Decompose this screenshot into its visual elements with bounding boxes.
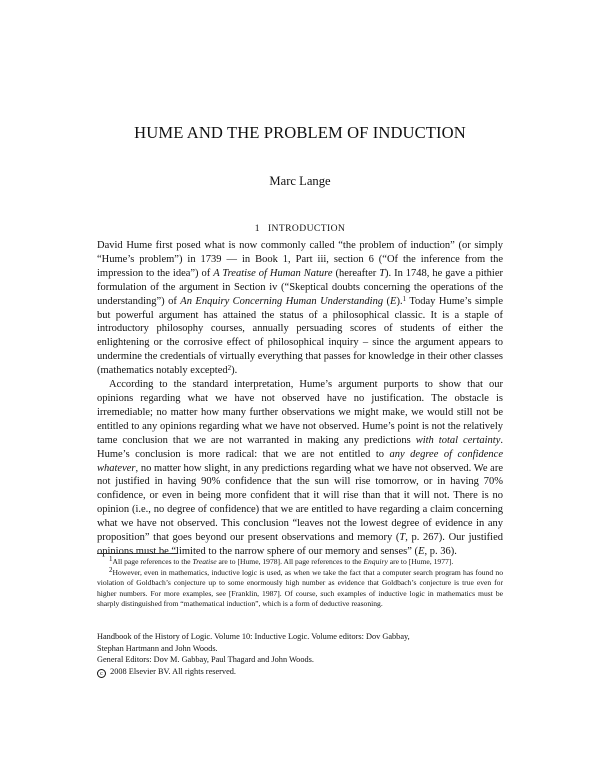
footer-line-1: Handbook of the History of Logic. Volume 10: Inductive Logic. Volume editors: Dov Gabbay, (97, 632, 410, 641)
paragraph-1: David Hume first posed what is now commonly called “the problem of induction” (or simply “Hume’s problem”) in 1739 — in Book 1, Part iii, section 6 (“Of the inference from the impression to the idea”) of A Treatise of Human Nature (hereafter T). In 1748, he gave a pithier formulation of the argument in Section iv (“Skeptical doubts concerning the operations of the understanding”) of An Enquiry Concerning Human Understanding (E).$^1$ Today Hume’s simple but powerful argument has attained the status of a philosophical classic. It is a staple of introductory philosophy courses, annually persuading scores of students of either the enlightening or the corrosive effect of philosophical inquiry – since the argument appears to undermine the credentials of virtually everything that passes for knowledge in their other classes (mathematics notably excepted$^2$). (97, 240, 503, 377)
section-heading (0, 223, 600, 234)
section-number: 1 (254, 223, 260, 234)
footnote-1: $^1$All page references to the Treatise are to [Hume, 1978]. All page references to the Enquiry are to [Hume, 1977]. (109, 555, 454, 566)
footnotes (97, 557, 503, 610)
publication-info (97, 631, 503, 678)
section-title: INTRODUCTION (267, 223, 346, 234)
footer-line-3: General Editors: Dov M. Gabbay, Paul Thagard and John Woods. (97, 655, 314, 665)
body-text (97, 239, 503, 559)
footer-line-2: Stephan Hartmann and John Woods. (97, 643, 218, 653)
footer-line-4: c 2008 Elsevier BV. All rights reserved. (97, 666, 503, 678)
footnote-ref-2: 2 (227, 364, 232, 373)
paragraph-2: According to the standard interpretation, Hume’s argument purports to show that our opinions regarding what we have not observed have no justification. The obstacle is irremediable; no matter how many further observations we might make, we would still not be entitled to any opinions regarding what we have not observed. Hume’s point is not the relatively tame conclusion that we are not warranted in making any predictions with total certainty. Hume’s conclusion is more radical: that we are not entitled to any degree of confidence whatever, no matter how slight, in any predictions regarding what we have not observed. We are not justified in having 90% confidence that the sun will rise tomorrow, or in having 70% confidence, or even in being more confident that it will rise than that it will not. There is no opinion (i.e., no degree of confidence) that we are entitled to have regarding a claim concerning what we have not observed. This conclusion “leaves not the lowest degree of evidence in any proposition” that goes beyond our present observations and memory (T, p. 267). Our justified opinions must be “limited to the narrow sphere of our memory and senses” (E, p. 36). (97, 379, 503, 557)
paper-title: HUME AND THE PROBLEM OF INDUCTION (134, 123, 466, 142)
footnote-rule (97, 553, 177, 554)
copyright-icon: c (97, 669, 106, 678)
footnote-2: $^2$However, even in mathematics, inductive logic is used, as when we take the fact that a computer search program has found no violation of Goldbach’s conjecture up to some enormously high number as evidence that Goldbach’s conjecture is true even for higher numbers. For more examples, see [Franklin, 1987]. Of course, such examples of inductive logic in mathematics must be sharply distinguished from “mathematical induction”, which is a form of deductive reasoning. (97, 565, 503, 609)
footnote-ref-1: 1 (402, 294, 407, 303)
author-name: Marc Lange (269, 174, 331, 188)
